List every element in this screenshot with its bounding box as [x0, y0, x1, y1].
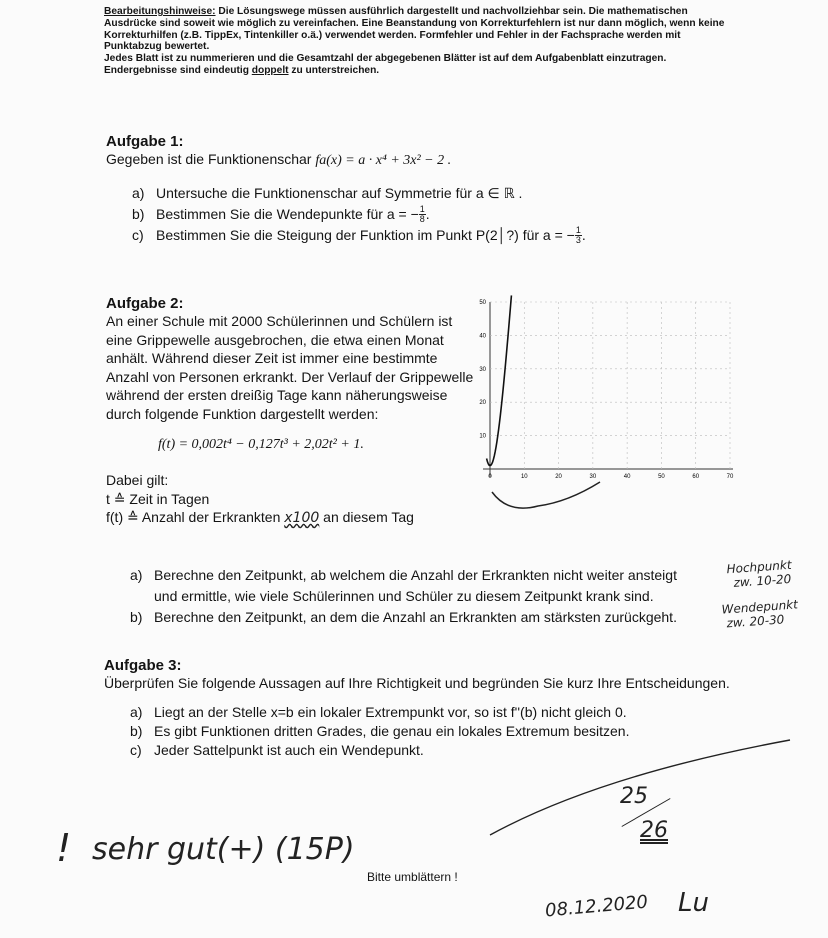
x-tick-label: 50: [658, 474, 665, 480]
task-2-formula: f(t) = 0,002t⁴ − 0,127t³ + 2,02t² + 1.: [158, 437, 364, 452]
date: 08.12.2020: [544, 891, 649, 922]
signature: Lu: [678, 888, 709, 918]
task-3-b: b) Es gibt Funktionen dritten Grades, die genau ein lokales Extremum besitzen.: [130, 722, 630, 739]
task-2-title: Aufgabe 2:: [106, 295, 184, 312]
grade: sehr gut(+) (15P): [92, 832, 355, 867]
y-tick-label: 10: [479, 433, 486, 440]
y-tick-label: 30: [479, 366, 486, 373]
task-3-intro: Überprüfen Sie folgende Aussagen auf Ihre Richtigkeit und begründen Sie kurz Ihre Entscheidungen.: [104, 675, 730, 691]
x-tick-label: 10: [520, 474, 528, 480]
task-2-def-f: f(t) ≙ Anzahl der Erkrankten x100 an diesem Tag: [106, 509, 414, 526]
task-3-c: c) Jeder Sattelpunkt ist auch ein Wendepunkt.: [130, 741, 424, 758]
instructions-text-1: Die Lösungswege müssen ausführlich dargestellt und nachvollziehbar sein. Die mathematischen Ausdrücke sind soweit wie möglich zu vereinfachen. Eine Beanstandung von Korrekturfehlern ist nur dann möglich, wenn keine Korrekturhilfen (z.B. TippEx, Tintenkiller o.ä.) verwendet werden. Formfehler und Fehler in der Fachsprache werden mit Punktabzug bewertet.: [104, 6, 725, 53]
hand-drawn-curve: [492, 482, 600, 508]
y-tick-label: 20: [479, 400, 486, 407]
y-tick-label: 40: [479, 333, 486, 340]
task-1-formula: fa(x) = a · x⁴ + 3x² − 2 .: [315, 153, 452, 168]
x-tick-label: 60: [692, 474, 700, 480]
task-1-c: c) Bestimmen Sie die Steigung der Funktion im Punkt P(2│?) für a = − $\frac{1}{3}$ .: [132, 225, 586, 246]
flu-wave-chart: [478, 292, 740, 522]
task-2-intro: An einer Schule mit 2000 Schülerinnen und Schülern ist eine Grippewelle ausgebrochen, die etwa einen Monat anhält. Während dieser Zeit ist immer eine bestimmte Anzahl von Personen erkrankt. Der Verlauf der Grippewelle während der ersten dreißig Tage kann näherungsweise durch folgende Funktion dargestellt werden:: [106, 313, 474, 422]
task-1-intro: Gegeben ist die Funktionenschar: [106, 151, 312, 167]
exclamation: !: [56, 826, 72, 870]
instructions-text-3b: doppelt: [251, 64, 289, 76]
x-tick-label: 30: [589, 474, 597, 480]
handwritten-x100: x100: [284, 510, 320, 526]
note-highpoint: Hochpunkt zw. 10-20: [726, 557, 792, 590]
instructions-text-3c: zu unterstreichen.: [291, 64, 380, 76]
task-3-title: Aufgabe 3:: [104, 657, 182, 674]
instructions-label: Bearbeitungshinweise:: [104, 6, 216, 17]
task-2-a: a) Berechne den Zeitpunkt, ab welchem die Anzahl der Erkrankten nicht weiter ansteigt: [130, 567, 677, 583]
x-tick-label: 40: [623, 474, 631, 480]
x-tick-label: 20: [555, 474, 562, 480]
task-1-title: Aufgabe 1:: [106, 133, 184, 150]
note-inflection: Wendepunkt zw. 20-30: [721, 597, 799, 631]
task-1-b: b) Bestimmen Sie die Wendepunkte für a = − $\frac{1}{8}$ .: [132, 204, 430, 225]
instructions: [104, 6, 734, 77]
task-2-def-t: t ≙ Zeit in Tagen: [106, 490, 210, 507]
instructions-text-3a: Endergebnisse sind eindeutig: [104, 64, 249, 76]
task-2-subtasks: [130, 565, 750, 628]
task-2: [106, 295, 476, 528]
task-1: [106, 133, 746, 246]
task-2-a-cont: und ermittle, wie viele Schülerinnen und Schüler zu diesem Zeitpunkt krank sind.: [154, 588, 654, 604]
score-bottom: 26: [640, 818, 668, 843]
turn-page: Bitte umblättern !: [367, 870, 458, 884]
x-tick-label: 0: [488, 474, 492, 480]
score-top: 25: [620, 784, 648, 809]
task-2-given: Dabei gilt:: [106, 472, 169, 488]
y-tick-label: 50: [479, 300, 486, 306]
x-tick-label: 70: [726, 474, 734, 480]
task-3-a: a) Liegt an der Stelle x=b ein lokaler Extrempunkt vor, so ist f''(b) nicht gleich 0.: [130, 703, 627, 720]
instructions-text-2: Jedes Blatt ist zu nummerieren und die Gesamtzahl der abgegebenen Blätter ist auf dem Aufgabenblatt einzutragen.: [104, 53, 667, 65]
task-2-b: b) Berechne den Zeitpunkt, an dem die Anzahl an Erkrankten am stärksten zurückgeht.: [130, 609, 677, 625]
task-1-a: a) Untersuche die Funktionenschar auf Symmetrie für a ∈ ℝ .: [132, 184, 523, 201]
